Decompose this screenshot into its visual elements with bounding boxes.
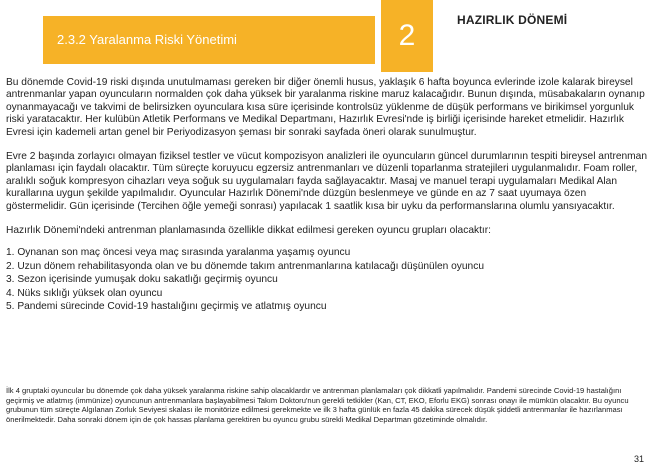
page-number: 31: [633, 454, 644, 464]
paragraph-evre2: Evre 2 başında zorlayıcı olmayan fiziksel testler ve vücut kompozisyon analizleri ile oyuncuların güncel durumlarının tespiti bireysel antrenman planlaması için faydalı olacaktır. Tüm süreçte koruyucu egzersiz antrenmanları ve düzenli toparlanma stratejileri uygulanmalıdır. Foam roller, aralıklı soğuk kompresyon cihazları veya soğuk su uygulamaları fayda sağlayacaktır. Masaj ve manuel terapi uygulamaları Medikal Alan kurallarına uygun şekilde yapılmalıdır. Oyuncular Hazırlık Dönemi'nde düzgün beslenmeye ve günde en az 7 saat uyumaya özen göstermelidir. Gün içerisinde (Tercihen öğle yemeği sonrası) yapılacak 1 saatlik kısa bir uyku da performanslarına olumlu yansıyacaktır.: [6, 151, 647, 212]
paragraph-groups-intro: Hazırlık Dönemi'ndeki antrenman planlamasında özellikle dikkat edilmesi gereken oyuncu grupları olacaktır:: [6, 225, 491, 237]
footnote: İlk 4 gruptaki oyuncular bu dönemde çok daha yüksek yaralanma riskine sahip olacaklardır ve antrenman planlamaları çok dikkatli yapılmalıdır. Pandemi sürecinde Covid-19 hastalığını geçirmiş ve atlatmış (immünize) oyuncunun antrenmanlara başlayabilmesi Takım Doktoru'nun gerekli tetkikler (Kan, CT, EKO, Eforlu EKG) sonrası onayı ile mümkün olacaktır. Bu oyuncu grubunun tüm süreçte Algılanan Zorluk Seviyesi skalası ile monitörize edilmesi gerekmekte ve ilk 3 hafta günlük en fazla 45 dakika sürecek düşük şiddetli antrenmanlar ile hazırlanması önerilmektedir. Daha sonraki dönem için de çok hassas planlama gerektiren bu oyuncu grubu sürekli Medikal Departman gözetiminde olmalıdır.: [6, 386, 629, 424]
list-item: 4. Nüks sıklığı yüksek olan oyuncu: [6, 287, 163, 299]
phase-title: HAZIRLIK DÖNEMİ: [457, 13, 568, 27]
list-item: 1. Oynanan son maç öncesi veya maç sırasında yaralanma yaşamış oyuncu: [6, 247, 351, 259]
phase-number: 2: [398, 19, 416, 52]
paragraph-intro: Bu dönemde Covid-19 riski dışında unutulmaması gereken bir diğer önemli husus, yaklaşık 6 hafta boyunca evlerinde izole kalarak bireysel antrenmanlar yapan oyuncuların normalden çok daha yüksek bir yaralanma riskine maruz kalacağıdır. Bunun dışında, müsabakaların oynanıp oynanmayacağı ve takvimi de belirsizken oyunculara kısa süre içerisinde kontrolsüz yüklenme de düşük performans ve birikimsel yorgunluk riski yaratacaktır. Her kulübün Atletik Performans ve Medikal Departmanı, Hazırlık Evresi'nde iş birliği içerisinde hareket etmelidir. Hazırlık Evresi için kademeli artan genel bir Periyodizasyon şeması bir sonraki sayfada öneri olarak sunulmuştur.: [6, 77, 645, 138]
main-content: [6, 77, 648, 322]
phase-title-box: [433, 0, 650, 72]
section-title: 2.3.2 Yaralanma Riski Yönetimi: [57, 32, 237, 47]
section-title-bar: [43, 16, 375, 64]
list-item: 5. Pandemi sürecinde Covid-19 hastalığını geçirmiş ve atlatmış oyuncu: [6, 301, 327, 313]
player-group-list: [6, 247, 648, 313]
phase-number-box: [381, 0, 433, 72]
list-item: 2. Uzun dönem rehabilitasyonda olan ve bu dönemde takım antrenmanlarına katılacağı düşünülen oyuncu: [6, 260, 484, 272]
list-item: 3. Sezon içerisinde yumuşak doku sakatlığı geçirmiş oyuncu: [6, 274, 278, 286]
